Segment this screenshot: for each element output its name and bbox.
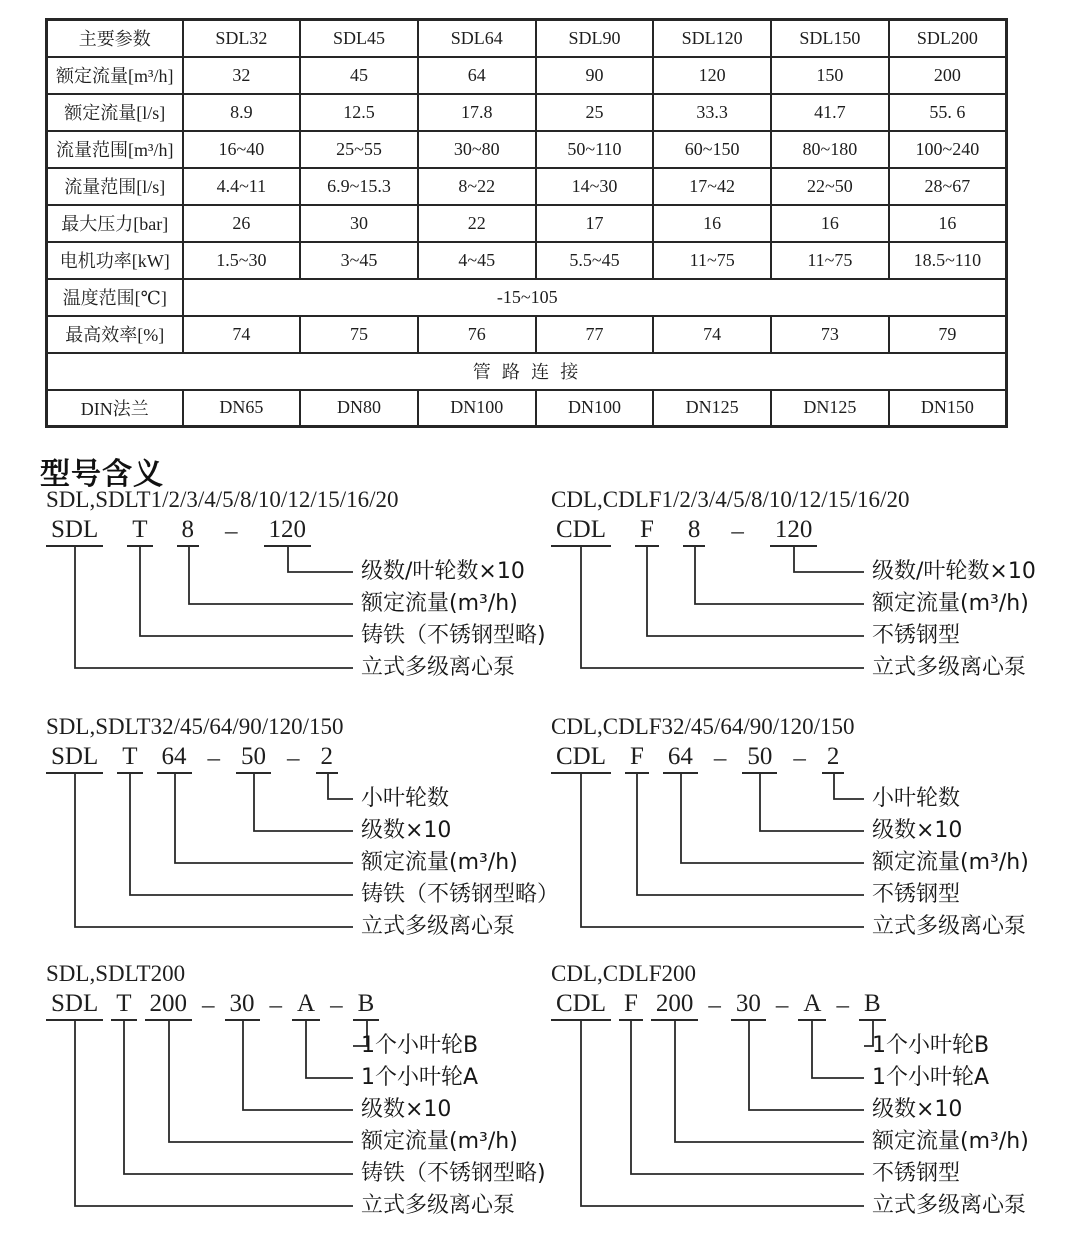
- row-label: 温度范围[℃]: [47, 279, 183, 316]
- column-header: SDL45: [300, 20, 418, 57]
- value-cell: 64: [418, 57, 536, 94]
- model-code-diagram: [545, 714, 1065, 939]
- table-row: [47, 94, 1007, 131]
- value-cell: 80~180: [771, 131, 889, 168]
- code-label: 小叶轮数: [361, 786, 450, 811]
- column-header: SDL32: [183, 20, 301, 57]
- value-cell: 30~80: [418, 131, 536, 168]
- value-cell: 18.5~110: [889, 242, 1007, 279]
- code-token: 2: [822, 743, 845, 774]
- row-label: 流量范围[l/s]: [47, 168, 183, 205]
- code-label: 1个小叶轮B: [361, 1033, 479, 1058]
- series-subtitle: CDL,CDLF32/45/64/90/120/150: [551, 714, 855, 739]
- code-label: 1个小叶轮B: [872, 1033, 990, 1058]
- code-label: 铸铁（不锈钢型略): [361, 623, 546, 648]
- connector-lines: [545, 961, 1065, 1222]
- column-header: SDL150: [771, 20, 889, 57]
- row-label: 最大压力[bar]: [47, 205, 183, 242]
- code-label: 立式多级离心泵: [872, 914, 1027, 939]
- code-label: 级数/叶轮数×10: [872, 559, 1036, 584]
- value-cell: 22~50: [771, 168, 889, 205]
- code-token: 8: [177, 516, 200, 547]
- table-row: [47, 242, 1007, 279]
- table-header-row: [47, 20, 1007, 57]
- value-cell: DN80: [300, 390, 418, 427]
- table-row: [47, 279, 1007, 316]
- code-separator: –: [775, 992, 789, 1019]
- value-cell: 79: [889, 316, 1007, 353]
- value-cell: 12.5: [300, 94, 418, 131]
- value-cell: DN125: [653, 390, 771, 427]
- value-cell: 60~150: [653, 131, 771, 168]
- value-cell: 16: [889, 205, 1007, 242]
- code-label: 不锈钢型: [872, 623, 961, 648]
- model-code-diagram: [545, 961, 1065, 1218]
- value-cell: 33.3: [653, 94, 771, 131]
- table-row: [47, 353, 1007, 390]
- code-token: B: [353, 990, 380, 1021]
- row-label: 最高效率[%]: [47, 316, 183, 353]
- value-cell: 200: [889, 57, 1007, 94]
- code-token: 120: [264, 516, 312, 547]
- code-label: 1个小叶轮A: [872, 1065, 990, 1090]
- value-cell: 25: [536, 94, 654, 131]
- code-token: CDL: [551, 743, 611, 774]
- series-subtitle: CDL,CDLF200: [551, 961, 697, 986]
- value-cell: 50~110: [536, 131, 654, 168]
- value-cell: 11~75: [653, 242, 771, 279]
- value-cell: 74: [183, 316, 301, 353]
- value-cell: 77: [536, 316, 654, 353]
- value-cell: 17: [536, 205, 654, 242]
- code-label: 额定流量(m³/h): [872, 591, 1029, 616]
- value-cell: 26: [183, 205, 301, 242]
- series-subtitle: SDL,SDLT32/45/64/90/120/150: [46, 714, 344, 739]
- code-label: 级数×10: [872, 1097, 963, 1122]
- code-token: CDL: [551, 516, 611, 547]
- value-cell: DN65: [183, 390, 301, 427]
- row-label: DIN法兰: [47, 390, 183, 427]
- value-cell: 17.8: [418, 94, 536, 131]
- code-token: CDL: [551, 990, 611, 1021]
- value-cell: 74: [653, 316, 771, 353]
- value-cell: DN100: [536, 390, 654, 427]
- column-header: SDL90: [536, 20, 654, 57]
- code-token: T: [127, 516, 152, 547]
- value-cell: 11~75: [771, 242, 889, 279]
- spec-table: [45, 18, 1008, 428]
- value-cell: 5.5~45: [536, 242, 654, 279]
- table-row: [47, 131, 1007, 168]
- value-cell: 100~240: [889, 131, 1007, 168]
- value-cell: 76: [418, 316, 536, 353]
- code-separator: –: [713, 745, 727, 772]
- table-row: [47, 316, 1007, 353]
- pipe-connection-row: 管路连接: [47, 353, 1007, 390]
- code-token: T: [111, 990, 136, 1021]
- value-cell: 4.4~11: [183, 168, 301, 205]
- value-cell: 6.9~15.3: [300, 168, 418, 205]
- value-cell: 14~30: [536, 168, 654, 205]
- series-subtitle: CDL,CDLF1/2/3/4/5/8/10/12/15/16/20: [551, 487, 910, 512]
- value-cell: 32: [183, 57, 301, 94]
- param-header: 主要参数: [47, 20, 183, 57]
- code-token: T: [117, 743, 142, 774]
- code-token: F: [625, 743, 649, 774]
- code-separator: –: [793, 745, 806, 772]
- connector-lines: [545, 714, 1065, 943]
- value-cell: DN150: [889, 390, 1007, 427]
- value-cell: 16: [653, 205, 771, 242]
- model-code-diagram: [545, 487, 1065, 680]
- series-subtitle: SDL,SDLT200: [46, 961, 186, 986]
- value-cell: 90: [536, 57, 654, 94]
- code-token: SDL: [46, 990, 103, 1021]
- code-label: 立式多级离心泵: [361, 655, 516, 680]
- value-cell: 3~45: [300, 242, 418, 279]
- value-cell: 75: [300, 316, 418, 353]
- code-label: 额定流量(m³/h): [872, 850, 1029, 875]
- code-separator: –: [836, 992, 849, 1019]
- value-cell: 41.7: [771, 94, 889, 131]
- code-label: 立式多级离心泵: [361, 914, 516, 939]
- series-subtitle: SDL,SDLT1/2/3/4/5/8/10/12/15/16/20: [46, 487, 399, 512]
- code-separator: –: [330, 992, 343, 1019]
- code-label: 小叶轮数: [872, 786, 961, 811]
- value-cell: 55. 6: [889, 94, 1007, 131]
- value-cell: 17~42: [653, 168, 771, 205]
- column-header: SDL64: [418, 20, 536, 57]
- table-row: [47, 390, 1007, 427]
- code-label: 级数×10: [361, 1097, 452, 1122]
- column-header: SDL200: [889, 20, 1007, 57]
- code-token: F: [635, 516, 659, 547]
- code-token: 30: [731, 990, 766, 1021]
- value-cell: 28~67: [889, 168, 1007, 205]
- code-label: 立式多级离心泵: [361, 1193, 516, 1218]
- code-token: 64: [157, 743, 192, 774]
- row-label: 流量范围[m³/h]: [47, 131, 183, 168]
- row-label: 电机功率[kW]: [47, 242, 183, 279]
- code-token: B: [859, 990, 886, 1021]
- code-token: 200: [651, 990, 699, 1021]
- column-header: SDL120: [653, 20, 771, 57]
- value-cell: 8~22: [418, 168, 536, 205]
- value-cell: DN125: [771, 390, 889, 427]
- model-code-diagram: [40, 961, 560, 1218]
- value-cell: 16: [771, 205, 889, 242]
- code-token: 120: [770, 516, 818, 547]
- code-separator: –: [731, 518, 744, 545]
- code-label: 立式多级离心泵: [872, 1193, 1027, 1218]
- code-separator: –: [207, 745, 221, 772]
- code-token: SDL: [46, 516, 103, 547]
- code-token: 30: [225, 990, 260, 1021]
- code-label: 级数×10: [361, 818, 452, 843]
- value-cell: 8.9: [183, 94, 301, 131]
- code-label: 不锈钢型: [872, 1161, 961, 1186]
- value-cell: 25~55: [300, 131, 418, 168]
- code-label: 额定流量(m³/h): [361, 850, 518, 875]
- code-label: 铸铁（不锈钢型略): [361, 1161, 546, 1186]
- value-cell: 120: [653, 57, 771, 94]
- code-label: 额定流量(m³/h): [361, 1129, 518, 1154]
- value-cell: 4~45: [418, 242, 536, 279]
- code-label: 不锈钢型: [872, 882, 961, 907]
- code-label: 1个小叶轮A: [361, 1065, 479, 1090]
- value-cell: 73: [771, 316, 889, 353]
- code-token: A: [798, 990, 826, 1021]
- code-separator: –: [708, 992, 721, 1019]
- row-label: 额定流量[l/s]: [47, 94, 183, 131]
- code-separator: –: [287, 745, 300, 772]
- code-token: 2: [316, 743, 339, 774]
- value-cell: DN100: [418, 390, 536, 427]
- code-token: 200: [145, 990, 193, 1021]
- code-separator: –: [202, 992, 215, 1019]
- value-cell: 30: [300, 205, 418, 242]
- value-cell: 22: [418, 205, 536, 242]
- value-cell: 1.5~30: [183, 242, 301, 279]
- code-label: 额定流量(m³/h): [872, 1129, 1029, 1154]
- code-token: F: [619, 990, 643, 1021]
- row-label: 额定流量[m³/h]: [47, 57, 183, 94]
- table-row: [47, 168, 1007, 205]
- model-code-diagram: [40, 714, 560, 939]
- value-cell: 16~40: [183, 131, 301, 168]
- code-separator: –: [269, 992, 283, 1019]
- model-code-diagram: [40, 487, 560, 680]
- code-token: SDL: [46, 743, 103, 774]
- value-cell: 45: [300, 57, 418, 94]
- code-separator: –: [225, 518, 238, 545]
- value-cell: 150: [771, 57, 889, 94]
- code-label: 铸铁（不锈钢型略）: [361, 882, 560, 907]
- code-token: 50: [742, 743, 777, 774]
- temp-range-cell: -15~105: [183, 279, 1007, 316]
- code-token: 8: [683, 516, 706, 547]
- section-title: 型号含义: [40, 457, 164, 492]
- code-token: A: [292, 990, 320, 1021]
- table-row: [47, 57, 1007, 94]
- code-label: 级数/叶轮数×10: [361, 559, 525, 584]
- code-label: 额定流量(m³/h): [361, 591, 518, 616]
- code-label: 立式多级离心泵: [872, 655, 1027, 680]
- connector-lines: [40, 714, 560, 943]
- code-token: 64: [663, 743, 698, 774]
- code-token: 50: [236, 743, 271, 774]
- code-label: 级数×10: [872, 818, 963, 843]
- table-row: [47, 205, 1007, 242]
